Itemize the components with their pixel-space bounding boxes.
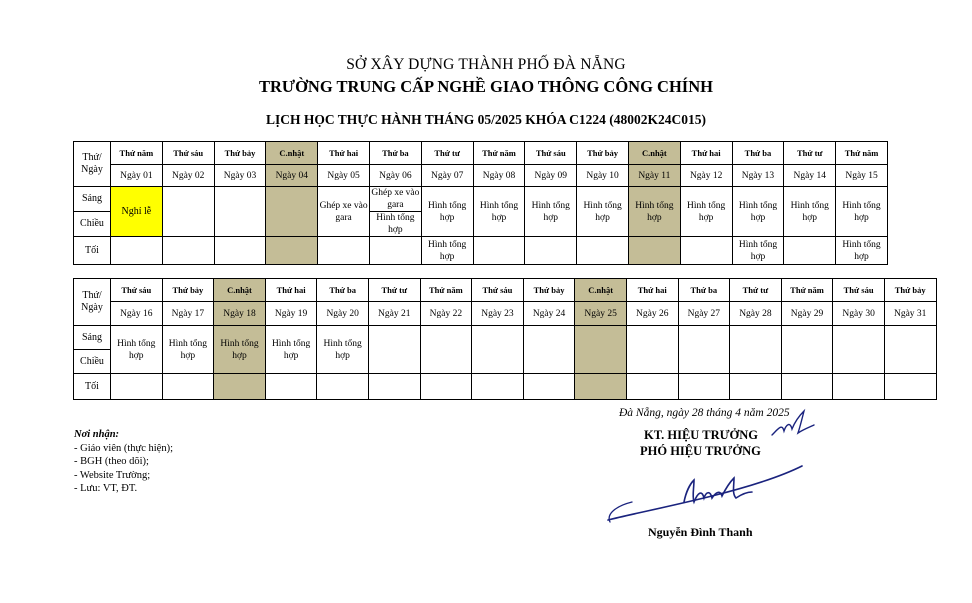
session-cell bbox=[833, 326, 885, 374]
morning-label: Sáng bbox=[74, 326, 111, 350]
schedule-title: LỊCH HỌC THỰC HÀNH THÁNG 05/2025 KHÓA C1224 (48002K24C015) bbox=[265, 112, 707, 127]
signer-name: Nguyễn Đình Thanh bbox=[648, 525, 753, 539]
weekday-cell: Thứ năm bbox=[781, 279, 833, 302]
session-cell bbox=[472, 326, 524, 374]
session-cell: Hình tổng hợp bbox=[265, 326, 317, 374]
date-cell: Ngày 05 bbox=[318, 165, 370, 187]
evening-session-cell bbox=[162, 374, 214, 400]
afternoon-label: Chiều bbox=[74, 212, 111, 237]
recipient-item: - Lưu: VT, ĐT. bbox=[74, 483, 138, 494]
evening-session-cell bbox=[420, 374, 472, 400]
weekday-cell: Thứ sáu bbox=[162, 142, 214, 165]
evening-session-cell bbox=[781, 374, 833, 400]
evening-session-cell bbox=[318, 237, 370, 265]
date-cell: Ngày 24 bbox=[523, 302, 575, 326]
date-cell: Ngày 20 bbox=[317, 302, 369, 326]
date-cell: Ngày 12 bbox=[680, 165, 732, 187]
evening-session-cell bbox=[111, 237, 163, 265]
evening-session-cell bbox=[680, 237, 732, 265]
evening-session-cell bbox=[678, 374, 730, 400]
session-cell: Hình tổng hợp bbox=[784, 187, 836, 237]
session-cell bbox=[884, 326, 936, 374]
session-cell: Hình tổng hợp bbox=[680, 187, 732, 237]
weekday-row bbox=[74, 279, 937, 302]
date-cell: Ngày 04 bbox=[266, 165, 318, 187]
evening-session-cell bbox=[111, 374, 163, 400]
weekday-row bbox=[74, 142, 888, 165]
date-cell: Ngày 09 bbox=[525, 165, 577, 187]
date-cell: Ngày 19 bbox=[265, 302, 317, 326]
recipients-block bbox=[74, 428, 173, 496]
weekday-cell: Thứ bảy bbox=[577, 142, 629, 165]
date-cell: Ngày 31 bbox=[884, 302, 936, 326]
session-cell bbox=[214, 187, 266, 237]
weekday-cell: Thứ bảy bbox=[523, 279, 575, 302]
evening-session-cell bbox=[472, 374, 524, 400]
weekday-cell: Thứ ba bbox=[678, 279, 730, 302]
schedule-table-2 bbox=[73, 278, 937, 400]
department-name: SỞ XÂY DỰNG THÀNH PHỐ ĐÀ NẴNG bbox=[346, 56, 626, 73]
initials-signature bbox=[768, 405, 818, 443]
weekday-cell: Thứ năm bbox=[473, 142, 525, 165]
evening-session-cell bbox=[884, 374, 936, 400]
session-cell: Hình tổng hợp bbox=[162, 326, 214, 374]
weekday-cell: Thứ ba bbox=[369, 142, 421, 165]
evening-session-cell bbox=[626, 374, 678, 400]
weekday-cell: Thứ bảy bbox=[884, 279, 936, 302]
weekday-cell: Thứ tư bbox=[421, 142, 473, 165]
session-cell: Hình tổng hợp bbox=[111, 326, 163, 374]
weekday-cell: C.nhật bbox=[266, 142, 318, 165]
date-cell: Ngày 16 bbox=[111, 302, 163, 326]
recipient-item: - Website Trường; bbox=[74, 469, 151, 481]
evening-session-cell bbox=[317, 374, 369, 400]
date-cell: Ngày 08 bbox=[473, 165, 525, 187]
date-cell: Ngày 14 bbox=[784, 165, 836, 187]
date-cell: Ngày 03 bbox=[214, 165, 266, 187]
session-cell: Hình tổng hợp bbox=[628, 187, 680, 237]
session-cell: Ghép xe vào gara bbox=[318, 187, 370, 237]
evening-session-cell bbox=[265, 374, 317, 400]
evening-session-cell bbox=[266, 237, 318, 265]
session-cell: Hình tổng hợp bbox=[421, 187, 473, 237]
session-cell bbox=[781, 326, 833, 374]
weekday-cell: C.nhật bbox=[214, 279, 266, 302]
handwritten-signature bbox=[602, 462, 812, 528]
evening-session-cell bbox=[369, 237, 421, 265]
session-cell bbox=[162, 187, 214, 237]
weekday-cell: Thứ hai bbox=[680, 142, 732, 165]
session-cell: Hình tổng hợp bbox=[836, 187, 888, 237]
schedule-table-1 bbox=[73, 141, 888, 265]
afternoon-label: Chiều bbox=[74, 350, 111, 374]
morning-row bbox=[74, 326, 937, 350]
weekday-cell: C.nhật bbox=[575, 279, 627, 302]
date-cell: Ngày 15 bbox=[836, 165, 888, 187]
session-cell: Hình tổng hợp bbox=[732, 187, 784, 237]
date-cell: Ngày 21 bbox=[368, 302, 420, 326]
holiday-cell: Nghỉ lễ bbox=[111, 187, 163, 237]
morning-label: Sáng bbox=[74, 187, 111, 212]
date-cell: Ngày 22 bbox=[420, 302, 472, 326]
session-cell: Hình tổng hợp bbox=[317, 326, 369, 374]
weekday-cell: Thứ năm bbox=[420, 279, 472, 302]
evening-session-cell bbox=[523, 374, 575, 400]
session-cell: Hình tổng hợp bbox=[473, 187, 525, 237]
evening-label: Tối bbox=[74, 374, 111, 400]
session-cell bbox=[266, 187, 318, 237]
date-cell: Ngày 27 bbox=[678, 302, 730, 326]
date-cell: Ngày 26 bbox=[626, 302, 678, 326]
evening-session-cell bbox=[628, 237, 680, 265]
recipient-item: - BGH (theo dõi); bbox=[74, 456, 149, 467]
weekday-cell: Thứ sáu bbox=[525, 142, 577, 165]
weekday-cell: Thứ ba bbox=[317, 279, 369, 302]
date-cell: Ngày 10 bbox=[577, 165, 629, 187]
weekday-cell: Thứ hai bbox=[626, 279, 678, 302]
day-date-header: Thứ/ Ngày bbox=[74, 279, 111, 326]
session-cell bbox=[626, 326, 678, 374]
session-cell: Hình tổng hợp bbox=[214, 326, 266, 374]
weekday-cell: Thứ bảy bbox=[162, 279, 214, 302]
evening-session-cell bbox=[214, 374, 266, 400]
date-cell: Ngày 17 bbox=[162, 302, 214, 326]
weekday-cell: Thứ tư bbox=[730, 279, 782, 302]
session-cell bbox=[523, 326, 575, 374]
weekday-cell: Thứ sáu bbox=[111, 279, 163, 302]
morning-session-cell: Ghép xe vào gara bbox=[371, 188, 420, 210]
weekday-cell: Thứ năm bbox=[111, 142, 163, 165]
weekday-cell: Thứ ba bbox=[732, 142, 784, 165]
session-cell bbox=[730, 326, 782, 374]
date-row bbox=[74, 302, 937, 326]
afternoon-session-cell: Hình tổng hợp bbox=[369, 212, 421, 237]
date-cell: Ngày 01 bbox=[111, 165, 163, 187]
weekday-cell: Thứ sáu bbox=[472, 279, 524, 302]
school-name: TRƯỜNG TRUNG CẤP NGHỀ GIAO THÔNG CÔNG CHÍNH bbox=[259, 77, 713, 96]
session-cell: Hình tổng hợp bbox=[577, 187, 629, 237]
day-date-header: Thứ/ Ngày bbox=[74, 142, 111, 187]
evening-session-cell bbox=[368, 374, 420, 400]
evening-session-cell bbox=[730, 374, 782, 400]
evening-row bbox=[74, 237, 888, 265]
session-cell bbox=[678, 326, 730, 374]
morning-row bbox=[74, 187, 888, 212]
weekday-cell: Thứ bảy bbox=[214, 142, 266, 165]
signer-title-1: KT. HIỆU TRƯỞNG bbox=[644, 428, 759, 442]
evening-session-cell bbox=[525, 237, 577, 265]
date-row bbox=[74, 165, 888, 187]
session-cell bbox=[420, 326, 472, 374]
date-cell: Ngày 07 bbox=[421, 165, 473, 187]
weekday-cell: Thứ năm bbox=[836, 142, 888, 165]
weekday-cell: C.nhật bbox=[628, 142, 680, 165]
date-cell: Ngày 25 bbox=[575, 302, 627, 326]
session-cell: Hình tổng hợp bbox=[525, 187, 577, 237]
session-cell bbox=[575, 326, 627, 374]
weekday-cell: Thứ sáu bbox=[833, 279, 885, 302]
date-cell: Ngày 11 bbox=[628, 165, 680, 187]
evening-session-cell bbox=[833, 374, 885, 400]
date-cell: Ngày 02 bbox=[162, 165, 214, 187]
weekday-cell: Thứ hai bbox=[265, 279, 317, 302]
evening-row bbox=[74, 374, 937, 400]
evening-label: Tối bbox=[74, 237, 111, 265]
evening-session-cell bbox=[214, 237, 266, 265]
weekday-cell: Thứ tư bbox=[784, 142, 836, 165]
evening-session-cell bbox=[784, 237, 836, 265]
evening-session-cell: Hình tổng hợp bbox=[836, 237, 888, 265]
weekday-cell: Thứ tư bbox=[368, 279, 420, 302]
date-cell: Ngày 30 bbox=[833, 302, 885, 326]
date-cell: Ngày 18 bbox=[214, 302, 266, 326]
signing-date: Đà Nẵng, ngày 28 tháng 4 năm 2025 bbox=[619, 407, 790, 419]
evening-session-cell bbox=[473, 237, 525, 265]
evening-session-cell bbox=[577, 237, 629, 265]
session-cell bbox=[368, 326, 420, 374]
evening-session-cell bbox=[162, 237, 214, 265]
evening-session-cell: Hình tổng hợp bbox=[421, 237, 473, 265]
recipient-item: - Giáo viên (thực hiện); bbox=[74, 442, 173, 454]
signer-title-2: PHÓ HIỆU TRƯỞNG bbox=[640, 444, 761, 458]
date-cell: Ngày 23 bbox=[472, 302, 524, 326]
date-cell: Ngày 13 bbox=[732, 165, 784, 187]
date-cell: Ngày 29 bbox=[781, 302, 833, 326]
evening-session-cell bbox=[575, 374, 627, 400]
recipients-title: Nơi nhận: bbox=[74, 429, 120, 440]
date-cell: Ngày 28 bbox=[730, 302, 782, 326]
date-cell: Ngày 06 bbox=[369, 165, 421, 187]
weekday-cell: Thứ hai bbox=[318, 142, 370, 165]
evening-session-cell: Hình tổng hợp bbox=[732, 237, 784, 265]
